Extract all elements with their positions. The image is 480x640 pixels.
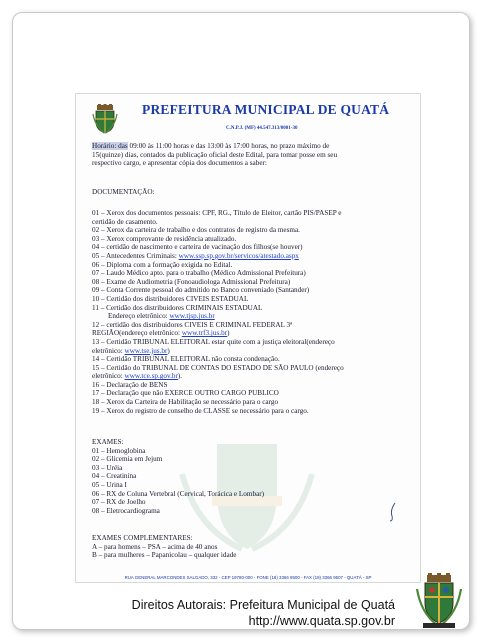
list-item: 14 – Certidão TRIBUNAL ELEITORAL não consta condenação. bbox=[92, 355, 280, 364]
list-item: 01 – Hemoglobina bbox=[92, 446, 146, 455]
list-item: 15 – Certidão do TRIBUNAL DE CONTAS DO ESTADO DE SÃO PAULO (endereço bbox=[92, 363, 344, 372]
list-item: 06 – Diploma com a formação exigida no Edital. bbox=[92, 260, 233, 269]
list-item: 11 – Certidão dos distribuidores CRIMINAIS ESTADUAL bbox=[92, 303, 263, 312]
list-item: 03 – Xerox comprovante de residência atualizado. bbox=[92, 234, 237, 243]
list-item: 07 – Laudo Médico apto. para o trabalho (Médico Admissional Prefeitura) bbox=[92, 269, 306, 278]
list-item: 09 – Conta Corrente pessoal do admitido no Banco conveniado (Santander) bbox=[92, 286, 310, 295]
list-item: certidão de casamento. bbox=[92, 217, 158, 226]
list-item: 03 – Uréia bbox=[92, 463, 123, 472]
intro-paragraph bbox=[92, 142, 410, 168]
page-frame bbox=[12, 12, 470, 630]
list-item: 02 – Xerox da carteira de trabalho e dos contratos de registro da mesma. bbox=[92, 226, 300, 235]
list-item: 08 – Eletrocardiograma bbox=[92, 506, 160, 515]
tce-link[interactable]: www.tce.sp.gov.br bbox=[124, 372, 178, 381]
item-text: Endereço eletrônico: bbox=[108, 312, 170, 321]
list-item: B – para mulheres – Papanicolau – qualquer idade bbox=[92, 551, 237, 560]
website-link[interactable]: http://www.quata.sp.gov.br bbox=[248, 614, 395, 628]
quata-logo-icon bbox=[413, 573, 465, 630]
item-text: ) bbox=[227, 329, 230, 338]
exames-heading: EXAMES: bbox=[92, 438, 124, 446]
list-item bbox=[92, 252, 410, 261]
list-item: 12 – certidão dos distribuidores CIVEIS E CRIMINAL FEDERAL 3ª bbox=[92, 320, 293, 329]
list-item: 06 – RX de Coluna Vertebral (Cervical, Torácica e Lombar) bbox=[92, 489, 265, 498]
item-text: ). bbox=[177, 372, 183, 381]
item-text: 05 – Antecedentes Criminais: bbox=[92, 251, 179, 260]
document-scan bbox=[75, 93, 421, 583]
list-item: 02 – Glicemia em Jejum bbox=[92, 455, 163, 464]
list-item bbox=[92, 372, 410, 381]
item-text: eletrônico: bbox=[92, 346, 125, 355]
intro-line-2: 15(quinze) dias, contados da publicação oficial deste Edital, para tomar posse em seu bbox=[92, 150, 338, 159]
documentacao-heading: DOCUMENTAÇÃO: bbox=[92, 188, 155, 196]
list-item: 16 – Declaração de BENS bbox=[92, 380, 168, 389]
list-item: 10 – Certidão dos distribuidores CIVEIS ESTADUAL bbox=[92, 294, 249, 303]
copyright-text: Direitos Autorais: Prefeitura Municipal de Quatá bbox=[131, 598, 395, 612]
list-item: 18 – Xerox da Carteira de Habilitação se necessário para o cargo bbox=[92, 398, 279, 407]
documentacao-list bbox=[92, 209, 410, 415]
item-text: REGIÃO(endereço eletrônico: bbox=[92, 329, 182, 338]
tjsp-link[interactable]: www.tjsp.jus.br bbox=[169, 312, 215, 321]
list-item: 04 – certidão de nascimento e carteira de vacinação dos filhos(se houver) bbox=[92, 243, 303, 252]
list-item bbox=[92, 312, 410, 321]
list-item: 19 – Xerox do registro de conselho de CLASSE se necessário para o cargo. bbox=[92, 406, 309, 415]
intro-lead: Horário: das bbox=[92, 142, 128, 150]
list-item: 17 – Declaração que não EXERCE OUTRO CARGO PUBLICO bbox=[92, 389, 279, 398]
signature-mark bbox=[386, 502, 400, 522]
list-item: 13 – Certidão TRIBUNAL ELEITORAL estar quite com a justiça eleitoral(endereço bbox=[92, 337, 335, 346]
list-item: 05 – Urina I bbox=[92, 480, 127, 489]
list-item: 07 – RX de Joelho bbox=[92, 498, 146, 507]
list-item: A – para homens – PSA – acima de 40 anos bbox=[92, 542, 218, 551]
list-item: 08 – Exame de Audiometria (Fonoaudiologa Admissional Prefeitura) bbox=[92, 277, 291, 286]
list-item bbox=[92, 347, 410, 356]
list-item bbox=[92, 329, 410, 338]
criminal-records-link[interactable]: www.ssp.sp.gov.br/servicos/atestado.aspx bbox=[178, 251, 299, 260]
tse-link[interactable]: www.tse.jus.br bbox=[124, 346, 168, 355]
item-text: eletrônico: bbox=[92, 372, 125, 381]
item-text: ) bbox=[167, 346, 170, 355]
copyright-caption bbox=[13, 597, 395, 629]
exames-section bbox=[92, 438, 410, 515]
municipal-crest-icon bbox=[92, 104, 118, 134]
header-title: PREFEITURA MUNICIPAL DE QUATÁ bbox=[142, 102, 390, 117]
trf3-link[interactable]: www.trf3.jus.br bbox=[181, 329, 228, 338]
list-item: 04 – Creatinina bbox=[92, 472, 137, 481]
exames-complementares-section bbox=[92, 534, 410, 560]
document-footer-address: RUA GENERAL MARCONDES SALGADO, 332 - CEP 19780-000 - FONE (18) 3366 9500 - FAX (18) 3366 9507 - QUATÁ - SP bbox=[124, 575, 372, 580]
intro-line-1: 09:00 às 11:00 horas e das 13:00 às 17:00 horas, no prazo máximo de bbox=[127, 142, 330, 150]
list-item: 01 – Xerox dos documentos pessoais: CPF, RG., Título de Eleitor, cartão PIS/PASEP e bbox=[92, 209, 342, 217]
complementares-heading: EXAMES COMPLEMENTARES: bbox=[92, 534, 193, 542]
intro-line-3: respectivo cargo, e apresentar cópia dos documentos a saber: bbox=[92, 159, 267, 168]
document-content bbox=[76, 94, 420, 582]
header-cnpj: C.N.P.J. (MF) 44.547.313/0001-30 bbox=[226, 126, 298, 131]
